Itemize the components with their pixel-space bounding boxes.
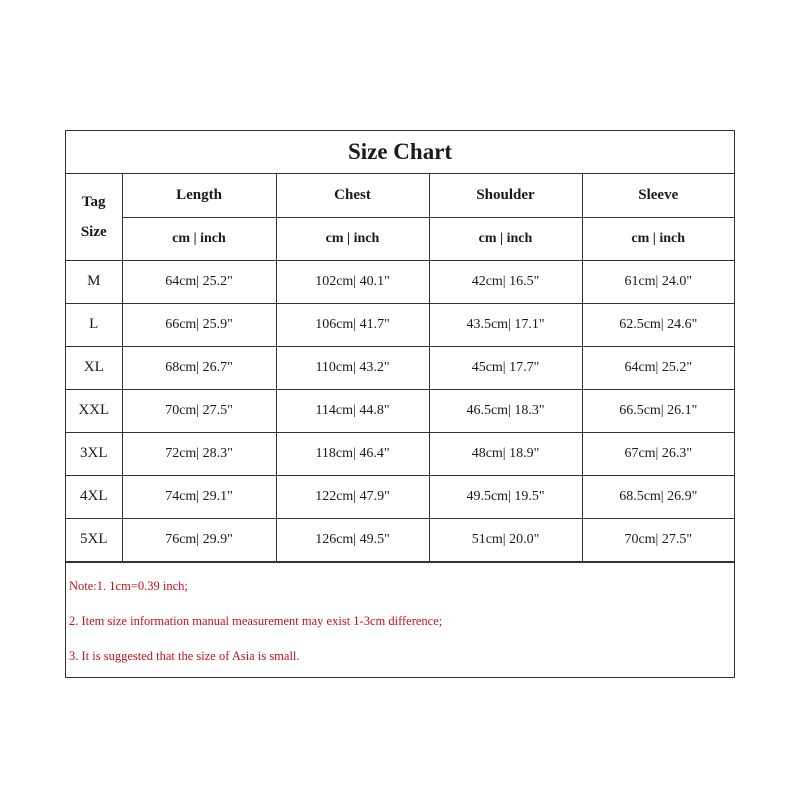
sleeve-cell: 70cm| 27.5": [582, 518, 734, 561]
sleeve-cell: 61cm| 24.0": [582, 260, 734, 303]
size-cell: 5XL: [66, 518, 122, 561]
note-3: 3. It is suggested that the size of Asia is small.: [69, 649, 300, 663]
shoulder-cell: 42cm| 16.5": [429, 260, 582, 303]
size-label: Size: [80, 223, 107, 240]
chest-cell: 102cm| 40.1": [276, 260, 429, 303]
length-cell: 72cm| 28.3": [122, 432, 276, 475]
unit-row: [66, 217, 734, 260]
table-row: [66, 518, 734, 561]
unit-sleeve: cm | inch: [582, 217, 734, 260]
size-cell: XL: [66, 346, 122, 389]
table-row: [66, 303, 734, 346]
chest-cell: 106cm| 41.7": [276, 303, 429, 346]
note-1: Note:1. 1cm=0.39 inch;: [69, 579, 188, 593]
size-chart: [65, 130, 735, 678]
header-row: [66, 174, 734, 217]
notes-section: [66, 562, 734, 678]
shoulder-cell: 48cm| 18.9": [429, 432, 582, 475]
table-row: [66, 389, 734, 432]
chest-cell: 122cm| 47.9": [276, 475, 429, 518]
size-table: [66, 174, 734, 562]
sleeve-cell: 68.5cm| 26.9": [582, 475, 734, 518]
length-cell: 76cm| 29.9": [122, 518, 276, 561]
chest-cell: 114cm| 44.8": [276, 389, 429, 432]
length-cell: 74cm| 29.1": [122, 475, 276, 518]
length-cell: 68cm| 26.7": [122, 346, 276, 389]
column-header-chest: Chest: [276, 174, 429, 217]
size-cell: L: [66, 303, 122, 346]
sleeve-cell: 67cm| 26.3": [582, 432, 734, 475]
size-cell: 4XL: [66, 475, 122, 518]
column-header-length: Length: [122, 174, 276, 217]
shoulder-cell: 51cm| 20.0": [429, 518, 582, 561]
unit-chest: cm | inch: [276, 217, 429, 260]
chest-cell: 126cm| 49.5": [276, 518, 429, 561]
unit-shoulder: cm | inch: [429, 217, 582, 260]
length-cell: 66cm| 25.9": [122, 303, 276, 346]
length-cell: 64cm| 25.2": [122, 260, 276, 303]
chest-cell: 118cm| 46.4": [276, 432, 429, 475]
sleeve-cell: 64cm| 25.2": [582, 346, 734, 389]
table-row: [66, 475, 734, 518]
table-row: [66, 346, 734, 389]
shoulder-cell: 46.5cm| 18.3": [429, 389, 582, 432]
length-cell: 70cm| 27.5": [122, 389, 276, 432]
chart-title: Size Chart: [66, 131, 734, 174]
note-2: 2. Item size information manual measurement may exist 1-3cm difference;: [69, 614, 443, 628]
shoulder-cell: 45cm| 17.7": [429, 346, 582, 389]
table-row: [66, 432, 734, 475]
size-cell: 3XL: [66, 432, 122, 475]
chest-cell: 110cm| 43.2": [276, 346, 429, 389]
tag-size-header: [66, 174, 122, 260]
sleeve-cell: 66.5cm| 26.1": [582, 389, 734, 432]
column-header-shoulder: Shoulder: [429, 174, 582, 217]
unit-length: cm | inch: [122, 217, 276, 260]
sleeve-cell: 62.5cm| 24.6": [582, 303, 734, 346]
shoulder-cell: 43.5cm| 17.1": [429, 303, 582, 346]
table-row: [66, 260, 734, 303]
size-cell: XXL: [66, 389, 122, 432]
shoulder-cell: 49.5cm| 19.5": [429, 475, 582, 518]
column-header-sleeve: Sleeve: [582, 174, 734, 217]
tag-label: Tag: [81, 193, 106, 210]
size-cell: M: [66, 260, 122, 303]
